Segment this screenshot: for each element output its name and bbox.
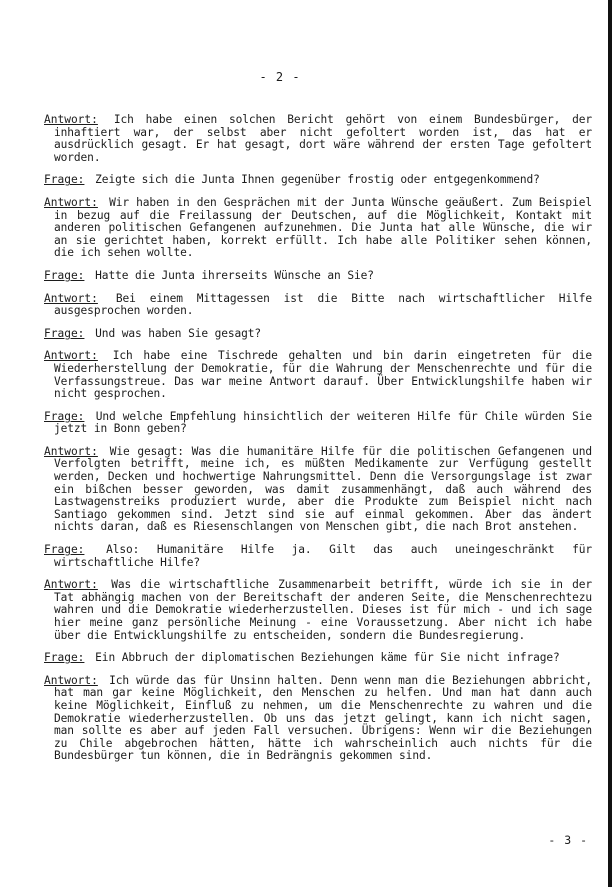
paragraph-text: Was die wirtschaftliche Zusammenarbeit betrifft, würde ich sie in der Tat abhängig machen von der Bereitschaft der anderen Seite, die Menschenrechtezu wahren und die Demokratie wiederherzustellen. Dieses ist für mich - und ich sage hier meine ganz persönliche Meinung - eine Voraussetzung. Aber nicht ich habe über die Entwicklungshilfe zu entscheiden, sondern die Bundesregierung. (54, 578, 592, 642)
answer-paragraph (44, 675, 592, 763)
page-number: - 2 - (259, 70, 301, 84)
speaker-label: Frage: (44, 651, 85, 665)
next-page-marker: - 3 - (548, 833, 588, 847)
speaker-label: Antwort: (44, 673, 98, 687)
question-paragraph (44, 544, 592, 569)
paragraph-text: Zeigte sich die Junta Ihnen gegenüber frostig oder entgegenkommend? (95, 173, 540, 187)
speaker-label: Frage: (44, 268, 85, 282)
paragraph-text: Ich habe einen solchen Bericht gehört von einem Bundesbürger, der inhaftiert war, der selbst aber nicht gefoltert worden ist, das hat er ausdrücklich gesagt. Er hat gesagt, dort wäre während der ersten Tage gefoltert worden. (54, 113, 592, 164)
paragraph-text: Und welche Empfehlung hinsichtlich der weiteren Hilfe für Chile würden Sie jetzt in Bonn geben? (54, 409, 592, 436)
speaker-label: Antwort: (44, 291, 98, 305)
answer-paragraph (44, 114, 592, 164)
speaker-label: Antwort: (44, 578, 98, 592)
paragraph-text: Also: Humanitäre Hilfe ja. Gilt das auch uneingeschränkt für wirtschaftliche Hilfe? (54, 543, 592, 569)
page-edge-shadow (608, 0, 612, 887)
answer-paragraph (44, 446, 592, 534)
answer-paragraph (44, 350, 592, 400)
speaker-label: Antwort: (44, 113, 98, 126)
speaker-label: Frage: (44, 173, 85, 187)
speaker-label: Frage: (44, 409, 85, 423)
question-paragraph (44, 328, 592, 341)
paragraph-text: Wir haben in den Gesprächen mit der Junta Wünsche geäußert. Zum Beispiel in bezug auf die Freilassung der Deutschen, auf die Möglichkeit, Kontakt mit anderen politischen Gefangenen aufzunehmen. Die Junta hat alle Wünsche, die wir an sie gerichtet haben, korrekt erfüllt. Ich habe alle Politiker sehen können, die ich sehen wollte. (54, 195, 592, 260)
speaker-label: Frage: (44, 326, 85, 340)
question-paragraph (44, 411, 592, 436)
paragraph-text: Bei einem Mittagessen ist die Bitte nach wirtschaftlicher Hilfe ausgesprochen worden. (54, 291, 592, 318)
answer-paragraph (44, 197, 592, 260)
question-paragraph (44, 270, 592, 283)
paragraph-text: Wie gesagt: Was die humanitäre Hilfe für die politischen Gefangenen und Verfolgten betrifft, meine ich, es müßten Medikamente zur Verfügung gestellt werden, Decken und hochwertige Nahrungsmittel. Denn die Versorgungslage ist zwar ein bißchen besser geworden, was damit zusammenhängt, daß auch während des Lastwagenstreiks produziert wurde, aber die Produkte zum Beispiel nicht nach Santiago gekommen sind. Jetzt sind sie auf einmal gekommen. Aber das ändert nichts daran, daß es Riesenschlangen von Menschen gibt, die nach Brot anstehen. (54, 444, 592, 534)
question-paragraph (44, 174, 592, 187)
paragraph-text: Ein Abbruch der diplomatischen Beziehungen käme für Sie nicht infrage? (95, 651, 560, 665)
speaker-label: Antwort: (44, 195, 98, 209)
paragraph-text: Und was haben Sie gesagt? (95, 326, 262, 340)
speaker-label: Antwort: (44, 349, 98, 363)
speaker-label: Frage: (44, 543, 85, 557)
speaker-label: Antwort: (44, 444, 98, 458)
paragraph-text: Ich habe eine Tischrede gehalten und bin darin eingetreten für die Wiederherstellung der Demokratie, für die Wahrung der Menschenrechte und für die Verfassungstreue. Das war meine Antwort darauf. Über Entwicklungshilfe haben wir nicht gesprochen. (54, 349, 592, 401)
paragraph-text: Ich würde das für Unsinn halten. Denn wenn man die Beziehungen abbricht, hat man gar keine Möglichkeit, den Menschen zu helfen. Und man hat dann auch keine Möglichkeit, Einfluß zu nehmen, um die Menschenrechte zu wahren und die Demokratie wiederherzustellen. Ob uns das jetzt gelingt, kann ich nicht sagen, man sollte es aber auf jeden Fall versuchen. Übrigens: Wenn wir die Beziehungen zu Chile abgebrochen hätten, hätte ich wahrscheinlich auch nichts für die Bundesbürger tun können, die in Bedrängnis gekommen sind. (54, 673, 592, 763)
answer-paragraph (44, 293, 592, 318)
answer-paragraph (44, 579, 592, 642)
question-paragraph (44, 652, 592, 665)
interview-body (44, 114, 592, 773)
paragraph-text: Hatte die Junta ihrerseits Wünsche an Sie? (95, 268, 374, 282)
